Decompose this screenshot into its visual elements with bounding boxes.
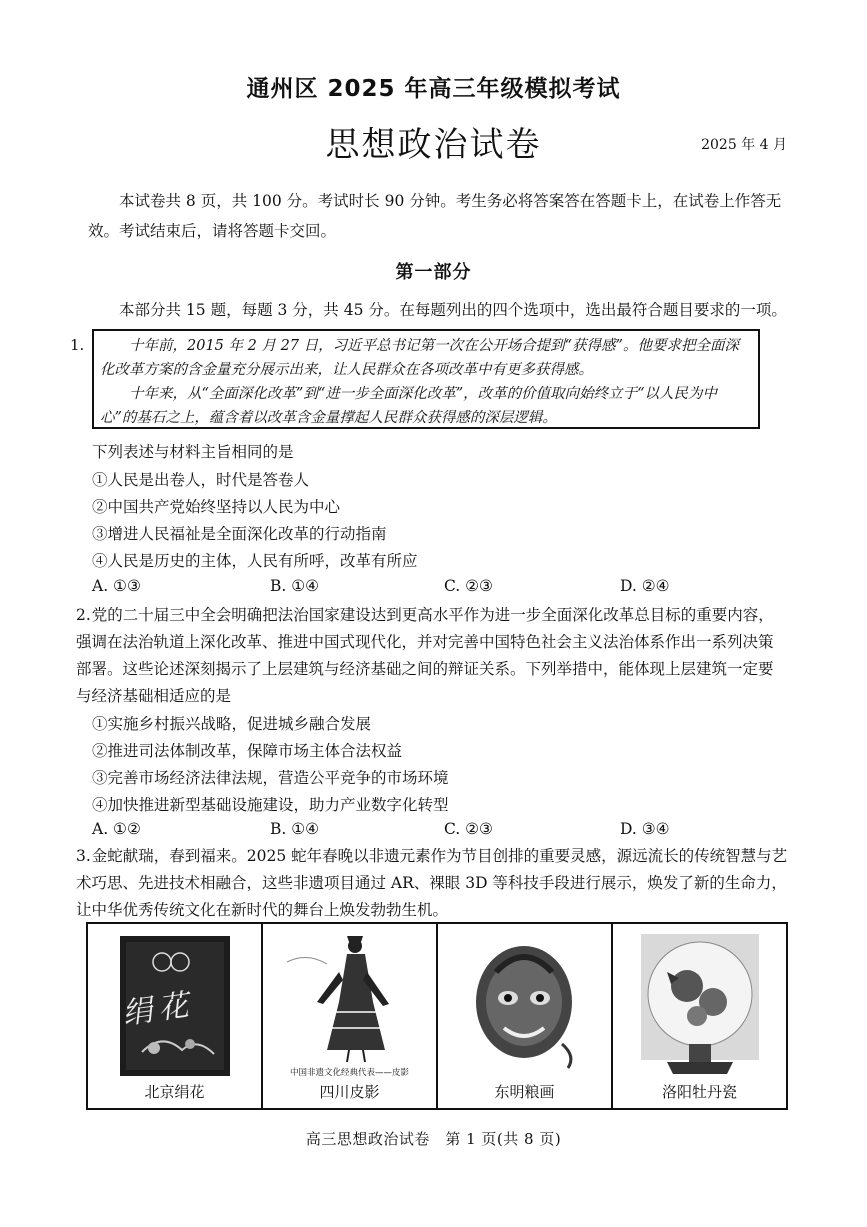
option-b[interactable]: B. ①④ [270, 820, 320, 838]
heritage-card-silk-flower [88, 924, 263, 1108]
question-2-number: 2. [76, 606, 91, 624]
question-1-material-box [92, 329, 760, 429]
exam-date: 2025 年 4 月 [701, 137, 787, 153]
question-1-item-4: ④人民是历史的主体，人民有所呼，改革有所应 [92, 552, 418, 570]
option-a[interactable]: A. ①③ [92, 577, 141, 595]
heritage-card-grain-painting [438, 924, 613, 1108]
question-1-number: 1. [70, 336, 85, 354]
option-d[interactable]: D. ②④ [620, 577, 670, 595]
question-2-item-1: ①实施乡村振兴战略，促进城乡融合发展 [92, 715, 372, 733]
caption-silk-flower: 北京绢花 [144, 1083, 205, 1101]
option-d[interactable]: D. ③④ [620, 820, 670, 838]
option-a[interactable]: A. ①② [92, 820, 141, 838]
heritage-image-strip [86, 922, 788, 1110]
caption-grain-painting: 东明粮画 [494, 1083, 555, 1101]
material-paragraph-2: 十年来，从“全面深化改革”到“进一步全面深化改革”，改革的价值取向始终立于“以人民为中心”的基石之上，蕴含着以改革含金量撑起人民群众获得感的深层逻辑。 [100, 386, 718, 426]
heritage-card-peony-porcelain [613, 924, 786, 1108]
caption-peony-porcelain: 洛阳牡丹瓷 [661, 1083, 737, 1101]
question-1-stem: 下列表述与材料主旨相同的是 [92, 443, 294, 461]
question-2-item-4: ④加快推进新型基础设施建设，助力产业数字化转型 [92, 796, 449, 814]
question-3-body: 金蛇献瑞，春到福来。2025 蛇年春晚以非遗元素作为节目创排的重要灵感，源远流长的传统智慧与艺术巧思、先进技术相融合，这些非遗项目通过 AR、裸眼 3D 等科技手段进行展示，焕发了新的生命力，让中华优秀传统文化在新时代的舞台上焕发勃勃生机。 [76, 847, 788, 919]
exam-notice: 本试卷共 8 页，共 100 分。考试时长 90 分钟。考生务必将答案答在答题卡上，在试卷上作答无效。考试结束后，请将答题卡交回。 [88, 192, 782, 240]
question-2-body: 党的二十届三中全会明确把法治国家建设达到更高水平作为进一步全面深化改革总目标的重要内容，强调在法治轨道上深化改革、推进中国式现代化，并对完善中国特色社会主义法治体系作出一系列决策部署。这些论述深刻揭示了上层建筑与经济基础之间的辩证关系。下列举措中，能体现上层建筑一定要与经济基础相适应的是 [76, 606, 774, 705]
question-1-item-3: ③增进人民福祉是全面深化改革的行动指南 [92, 525, 387, 543]
heritage-card-shadow-puppet [263, 924, 438, 1108]
silk-flower-inner-text: 绢花 [120, 987, 197, 1032]
material-paragraph-1: 十年前，2015 年 2 月 27 日，习近平总书记第一次在公开场合提到“获得感”。他要求把全面深化改革方案的含金量充分展示出来，让人民群众在各项改革中有更多获得感。 [100, 338, 739, 378]
page-footer: 高三思想政治试卷 第 1 页(共 8 页) [305, 1130, 562, 1148]
shadow-puppet-image [277, 932, 422, 1080]
caption-shadow-puppet: 四川皮影 [319, 1083, 380, 1101]
option-b[interactable]: B. ①④ [270, 577, 320, 595]
question-2-item-2: ②推进司法体制改革，保障市场主体合法权益 [92, 742, 403, 760]
question-2-text [76, 602, 788, 710]
question-3-text [76, 843, 788, 924]
section-title: 第一部分 [395, 262, 472, 283]
question-1-item-2: ②中国共产党始终坚持以人民为中心 [92, 498, 341, 516]
section-description: 本部分共 15 题，每题 3 分，共 45 分。在每题列出的四个选项中，选出最符合题目要求的一项。 [119, 301, 787, 319]
shadow-puppet-inner-text: 中国非遗文化经典代表——皮影 [289, 1068, 409, 1078]
option-c[interactable]: C. ②③ [444, 820, 493, 838]
question-2-item-3: ③完善市场经济法律法规，营造公平竞争的市场环境 [92, 769, 449, 787]
grain-painting-image [452, 932, 597, 1080]
peony-porcelain-image [627, 932, 772, 1080]
question-1-item-1: ①人民是出卷人，时代是答卷人 [92, 471, 310, 489]
question-3-number: 3. [76, 847, 91, 865]
option-c[interactable]: C. ②③ [444, 577, 493, 595]
exam-subject-title: 思想政治试卷 [325, 125, 542, 165]
exam-title: 通州区 2025 年高三年级模拟考试 [246, 76, 621, 102]
